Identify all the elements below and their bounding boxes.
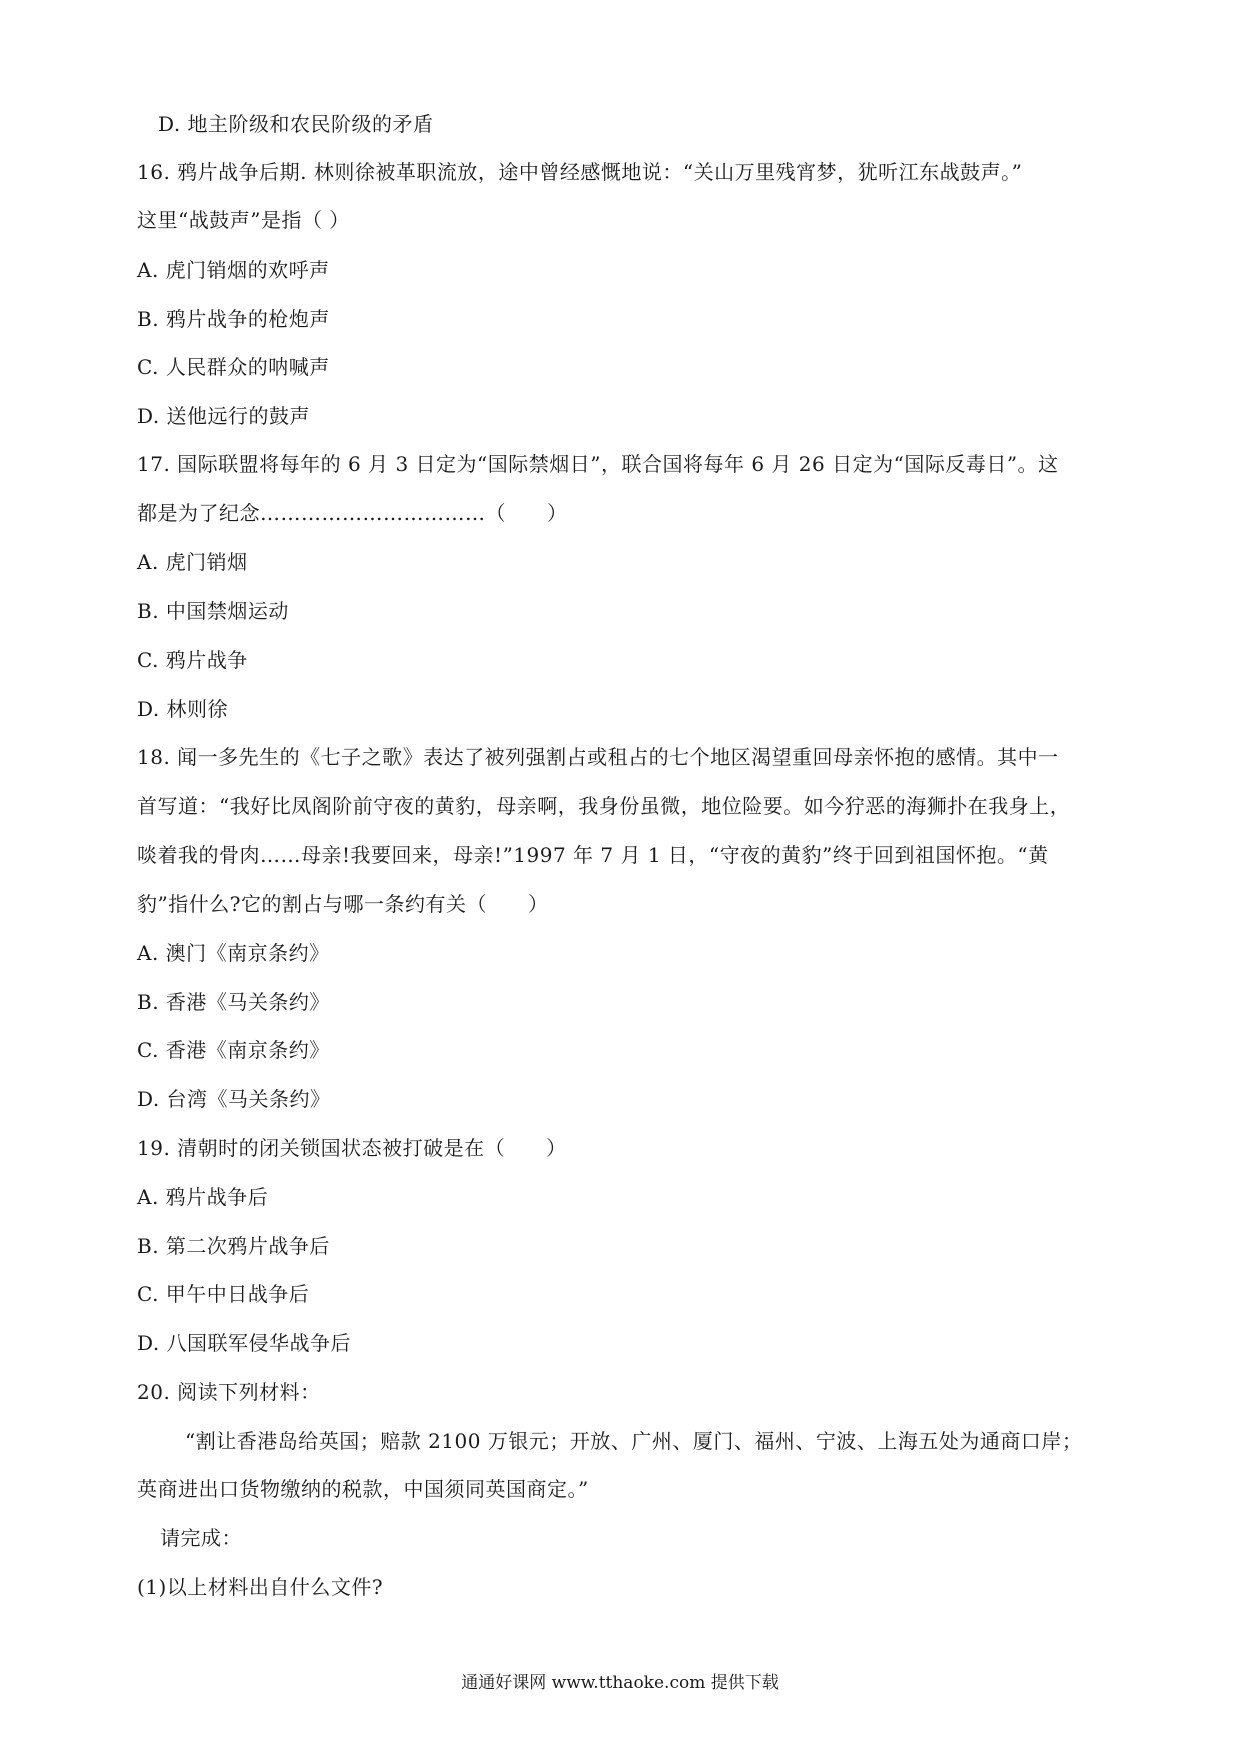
q19-stem: 19. 清朝时的闭关锁国状态被打破是在（ ） — [137, 1136, 567, 1160]
q17-option-b: B. 中国禁烟运动 — [137, 599, 289, 623]
q16-stem-line-1: 16. 鸦片战争后期. 林则徐被革职流放，途中曾经感慨地说：“关山万里残宵梦，犹听江东战鼓声。” — [137, 160, 1023, 184]
q16-option-b: B. 鸦片战争的枪炮声 — [137, 307, 330, 331]
q19-option-d: D. 八国联军侵华战争后 — [137, 1331, 352, 1355]
q17-option-d: D. 林则徐 — [137, 697, 229, 721]
q18-option-b: B. 香港《马关条约》 — [137, 990, 330, 1014]
q20-subquestion-1: (1)以上材料出自什么文件? — [137, 1575, 384, 1599]
q17-option-a: A. 虎门销烟 — [137, 550, 248, 574]
q19-option-b: B. 第二次鸦片战争后 — [137, 1234, 330, 1258]
q16-option-c: C. 人民群众的呐喊声 — [137, 355, 330, 379]
q17-stem-line-1: 17. 国际联盟将每年的 6 月 3 日定为“国际禁烟日”，联合国将每年 6 月 26 日定为“国际反毒日”。这 — [137, 452, 1059, 476]
q19-option-a: A. 鸦片战争后 — [137, 1185, 269, 1209]
q17-option-c: C. 鸦片战争 — [137, 648, 248, 672]
q17-stem-line-2: 都是为了纪念……………………………（ ） — [137, 501, 568, 525]
page-footer: 通通好课网 www.tthaoke.com 提供下载 — [461, 1673, 779, 1693]
q16-option-d: D. 送他远行的鼓声 — [137, 404, 311, 428]
q16-stem-line-2: 这里“战鼓声”是指（ ） — [137, 208, 350, 232]
q18-stem-line-4: 豹”指什么?它的割占与哪一条约有关（ ） — [137, 892, 549, 916]
q18-stem-line-1: 18. 闻一多先生的《七子之歌》表达了被列强割占或租占的七个地区渴望重回母亲怀抱的感情。其中一 — [137, 745, 1059, 769]
q18-stem-line-3: 啖着我的骨肉……母亲!我要回来，母亲!”1997 年 7 月 1 日，“守夜的黄豹”终于回到祖国怀抱。“黄 — [137, 843, 1049, 867]
q19-option-c: C. 甲午中日战争后 — [137, 1282, 310, 1306]
q18-stem-line-2: 首写道：“我好比凤阁阶前守夜的黄豹，母亲啊，我身份虽微，地位险要。如今狞恶的海狮扑在我身上， — [137, 794, 1071, 818]
q16-option-a: A. 虎门销烟的欢呼声 — [137, 258, 330, 282]
q20-instruction: 请完成： — [160, 1526, 242, 1550]
q20-stem: 20. 阅读下列材料： — [137, 1380, 321, 1404]
q18-option-c: C. 香港《南京条约》 — [137, 1038, 330, 1062]
q20-material-line-1: “割让香港岛给英国；赔款 2100 万银元；开放、广州、厦门、福州、宁波、上海五处为通商口岸； — [185, 1429, 1083, 1453]
q20-material-line-2: 英商进出口货物缴纳的税款，中国须同英国商定。” — [137, 1477, 589, 1501]
q18-option-a: A. 澳门《南京条约》 — [137, 941, 330, 965]
q18-option-d: D. 台湾《马关条约》 — [137, 1087, 331, 1111]
q15-option-d: D. 地主阶级和农民阶级的矛盾 — [158, 112, 434, 136]
